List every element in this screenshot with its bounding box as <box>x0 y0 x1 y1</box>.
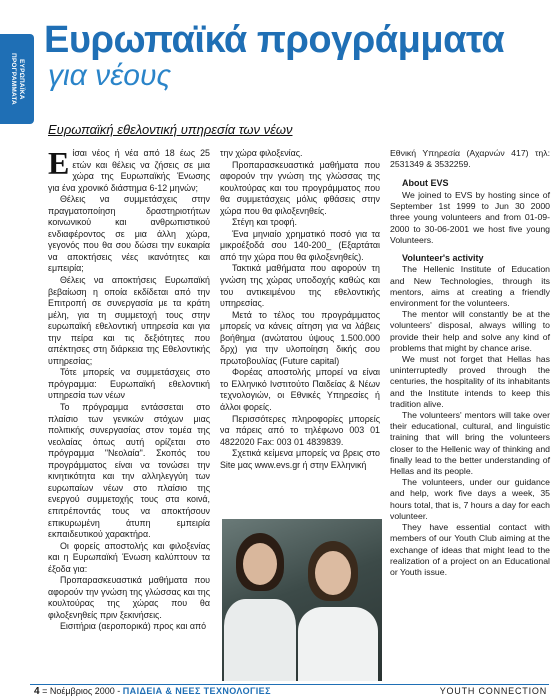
issue-date: Νοέμβριος 2000 <box>49 686 115 696</box>
paragraph: The volunteers' mentors will take over their educational, cultural, and linguistic training that will bring the volunteers closer to the Hellenic way of thinking and finally lead to the better understanding of Hellas and its people. <box>390 410 550 477</box>
paragraph: Ένα μηνιαίο χρηματικό ποσό για τα μικροέξοδά σου 140-200_ (Εξαρτάται από την χώρα που θα φιλοξενηθείς). <box>220 228 380 262</box>
paragraph: Θέλεις να συμμετάσχεις στην πραγματοποίηση δραστηριοτήτων κοινωνικού και ανθρωπιστικού ενδιαφέροντος σε μια άλλη χώρα, γεγονός που θα σου δώσει την ευκαιρία να αποκτήσεις νέες ικανότητες και εμπειρία; <box>48 194 210 274</box>
paragraph: We must not forget that Hellas has uninterruptedly proved through the centuries, the hospitality of its inhabitants and the Institute intends to keep this tradition alive. <box>390 354 550 409</box>
paragraph: The Hellenic Institute of Education and New Technologies, through its mentors, aims at creating a friendly environment for the volunteers. <box>390 264 550 309</box>
paragraph: Περισσότερες πληροφορίες μπορείς να πάρεις από το τηλέφωνο 003 01 4822020 Fax: 003 01 4839839. <box>220 413 380 447</box>
paragraph: They have essential contact with members of our Youth Club aiming at the exchange of ideas that might lead to the realization of a project on an Educational or Youth issue. <box>390 522 550 577</box>
page-title-second-line: για νέους <box>48 59 172 92</box>
paragraph: Θέλεις να αποκτήσεις Ευρωπαϊκή βεβαίωση η οποία εκδίδεται από την Επιτροπή σε συνεργασία με τα κράτη μέλη, για τη συμμετοχή τους στην ευρωπαϊκή εθελοντική υπηρεσία και για την πείρα και τις δεξιότητες που απέκτησες στη διάρκεια της Εθελοντικής υπηρεσίας; <box>48 275 210 366</box>
paragraph: Εισιτήρια (αεροπορικά) προς και από <box>60 621 207 632</box>
paragraph: Εθνική Υπηρεσία (Αχαρνών 417) τηλ: 2531349 & 3532259. <box>390 148 550 170</box>
section-heading: About EVS <box>402 178 449 189</box>
paragraph: Φορέας αποστολής μπορεί να είναι το Ελληνικό Ινστιτούτο Παιδείας & Νέων τεχνολογιών, οι Εθνικές Υπηρεσίες ή άλλοι φορείς. <box>220 367 380 413</box>
paragraph: Σχετικά κείμενα μπορείς να βρεις στο Site μας www.evs.gr ή στην Ελληνική <box>220 448 380 470</box>
paragraph: Στέγη και τροφή. <box>232 217 297 228</box>
paragraph: την χώρα φιλοξενίας. <box>220 148 303 158</box>
paragraph: Το πρόγραμμα εντάσσεται στο πλαίσιο των γενικών στόχων μιας πολιτικής συνεργασίας στον τομέα της νεολαίας όπως αυτή ορίζεται στο πρόγραμμα "Νεολαία". Σκοπός του προγράμματος είναι να τονώσει την κινητικότητα και την αλληλεγγύη των ευρωπαίων νέων στο πλαίσιο της ενεργού συμμετοχής τους στα κοινά, επιτρέποντάς τους να αποκτήσουν επικυρωμένη άτυπη εμπειρία εκπαιδευτικού χαρακτήρα. <box>48 402 210 540</box>
section-tab <box>0 34 34 124</box>
page-number: 4 <box>34 686 40 697</box>
paragraph: Προπαρασκευαστικά μαθήματα που αφορούν την γνώση της γλώσσας της κουλτούρας και του προγράμματος που θα συμμετάσχεις μόλις φθάσεις στην χώρα που θα φιλοξενηθείς. <box>220 159 380 216</box>
paragraph: We joined to EVS by hosting since of September 1st 1999 to Jun 30 2000 three young volunteers and from 01-09-2000 to 30-06-2001 we host five young Volunteers. <box>390 189 550 245</box>
paragraph: Τότε μπορείς να συμμετάσχεις στο πρόγραμμα: Ευρωπαϊκή εθελοντική υπηρεσία των νέων <box>48 367 210 401</box>
article-column-2 <box>220 148 380 471</box>
section-heading: Volunteer's activity <box>402 252 484 263</box>
paragraph: Τακτικά μαθήματα που αφορούν τη γνώση της χώρας υποδοχής καθώς και του αντικειμένου της εθελοντικής υπηρεσίας. <box>220 263 380 309</box>
section-tab-label: ΕΥΡΩΠΑΪΚΑ ΠΡΟΓΡΑΜΜΑΤΑ <box>10 53 25 105</box>
paragraph: Οι φορείς αποστολής και φιλοξενίας και η Ευρωπαϊκή Ένωση καλύπτουν τα έξοδα για: <box>48 540 210 574</box>
volunteers-photo <box>222 519 382 681</box>
footer-left <box>34 686 271 697</box>
article-column-1 <box>48 145 210 633</box>
paragraph: Μετά το τέλος του προγράμματος μπορείς να κάνεις αίτηση για να λάβεις βοήθημα (ανώτατου ύψους 1.500.000 δρχ) για την υλοποίηση δικής σου πρωτοβουλίας (Future capital) <box>220 309 380 366</box>
footer-separator: - <box>117 686 121 696</box>
drop-cap: Ε <box>48 145 70 181</box>
section-name: YOUTH CONNECTION <box>439 686 547 696</box>
page-title: Ευρωπαϊκά προγράμματα <box>44 19 505 61</box>
footer-divider <box>30 684 549 685</box>
footer-separator: = <box>42 686 48 696</box>
paragraph: The mentor will constantly be at the volunteers' disposal, always willing to provide their help and solve any kind of problems that might by chance arise. <box>390 309 550 353</box>
article-column-3 <box>390 148 550 578</box>
paragraph: Είσαι νέος ή νέα από 18 έως 25 ετών και θέλεις να ζήσεις σε μια χώρα της Ευρωπαϊκής Ένωσης για ένα χρονικό διάστημα 6-12 μηνών; <box>48 145 210 193</box>
paragraph: The volunteers, under our guidance and help, work five days a week, 35 hours total, that is, 7 hours a day for each volunteer. <box>390 477 550 521</box>
article-subtitle: Ευρωπαϊκή εθελοντική υπηρεσία των νέων <box>48 122 293 137</box>
paragraph: Προπαρασκευαστικά μαθήματα που αφορούν την γνώση της γλώσσας και της κουλτούρας της χώρας που θα φιλοξενηθείς πριν ξεκινήσεις. <box>48 575 210 620</box>
magazine-name: ΠΑΙΔΕΙΑ & ΝΕΕΣ ΤΕΧΝΟΛΟΓΙΕΣ <box>122 686 271 696</box>
